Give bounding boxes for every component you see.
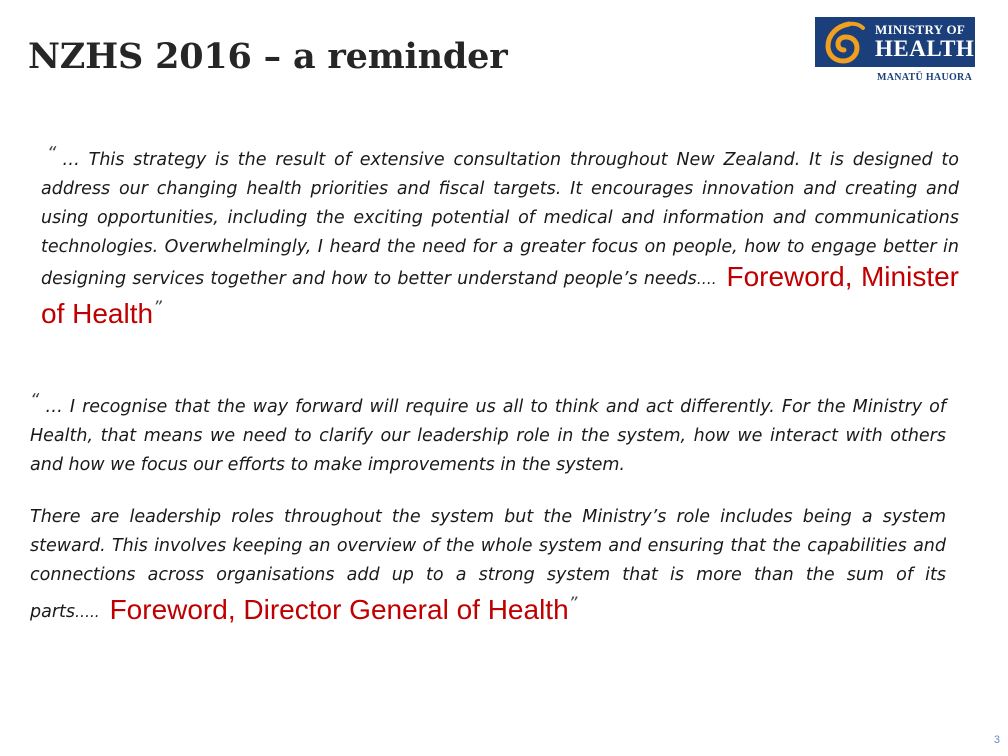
director-general-quote-para-2: [30, 503, 946, 627]
minister-quote: [41, 139, 959, 331]
open-quote-mark: “: [30, 390, 40, 411]
director-general-quote-para-1: [30, 386, 946, 480]
minister-quote-ellipsis: ….: [696, 270, 717, 288]
open-quote-mark: “: [47, 143, 57, 164]
slide-title: NZHS 2016 – a reminder: [28, 36, 508, 77]
director-general-quote-text-2: There are leadership roles throughout the system but the Ministry’s role includes being a system steward. This involves keeping an overview of the whole system and ensuring that the capabilities and connections across organisations add up to a strong system that is more than the sum of its parts: [30, 507, 946, 622]
ministry-of-health-logo: [815, 17, 975, 89]
minister-quote-text: … This strategy is the result of extensive consultation throughout New Zealand. It is designed to address our changing health priorities and fiscal targets. It encourages innovation and creating and using opportunities, including the exciting potential of medical and information and communications technologies. Overwhelmingly, I heard the need for a greater focus on people, how to engage better in designing services together and how to better understand people’s needs: [41, 150, 959, 289]
close-quote-mark: ”: [568, 594, 578, 614]
director-general-quote-text-1: … I recognise that the way forward will require us all to think and act differently. For the Ministry of Health, that means we need to clarify our leadership role in the system, how we interact with others and how we focus our efforts to make improvements in the system.: [30, 397, 946, 475]
close-quote-mark: ”: [153, 298, 162, 318]
logo-subtitle: MANATŪ HAUORA: [877, 72, 973, 83]
director-general-attribution: Foreword, Director General of Health: [109, 594, 569, 625]
minister-attribution: Foreword, Minister of Health: [41, 261, 959, 329]
page-number: 3: [993, 734, 1000, 746]
logo-line-2: HEALTH: [875, 36, 975, 61]
logo-box: [815, 17, 975, 67]
logo-line-1: MINISTRY OF: [875, 22, 966, 37]
koru-logo-icon: [819, 20, 869, 64]
director-general-quote-ellipsis: …..: [75, 603, 100, 621]
